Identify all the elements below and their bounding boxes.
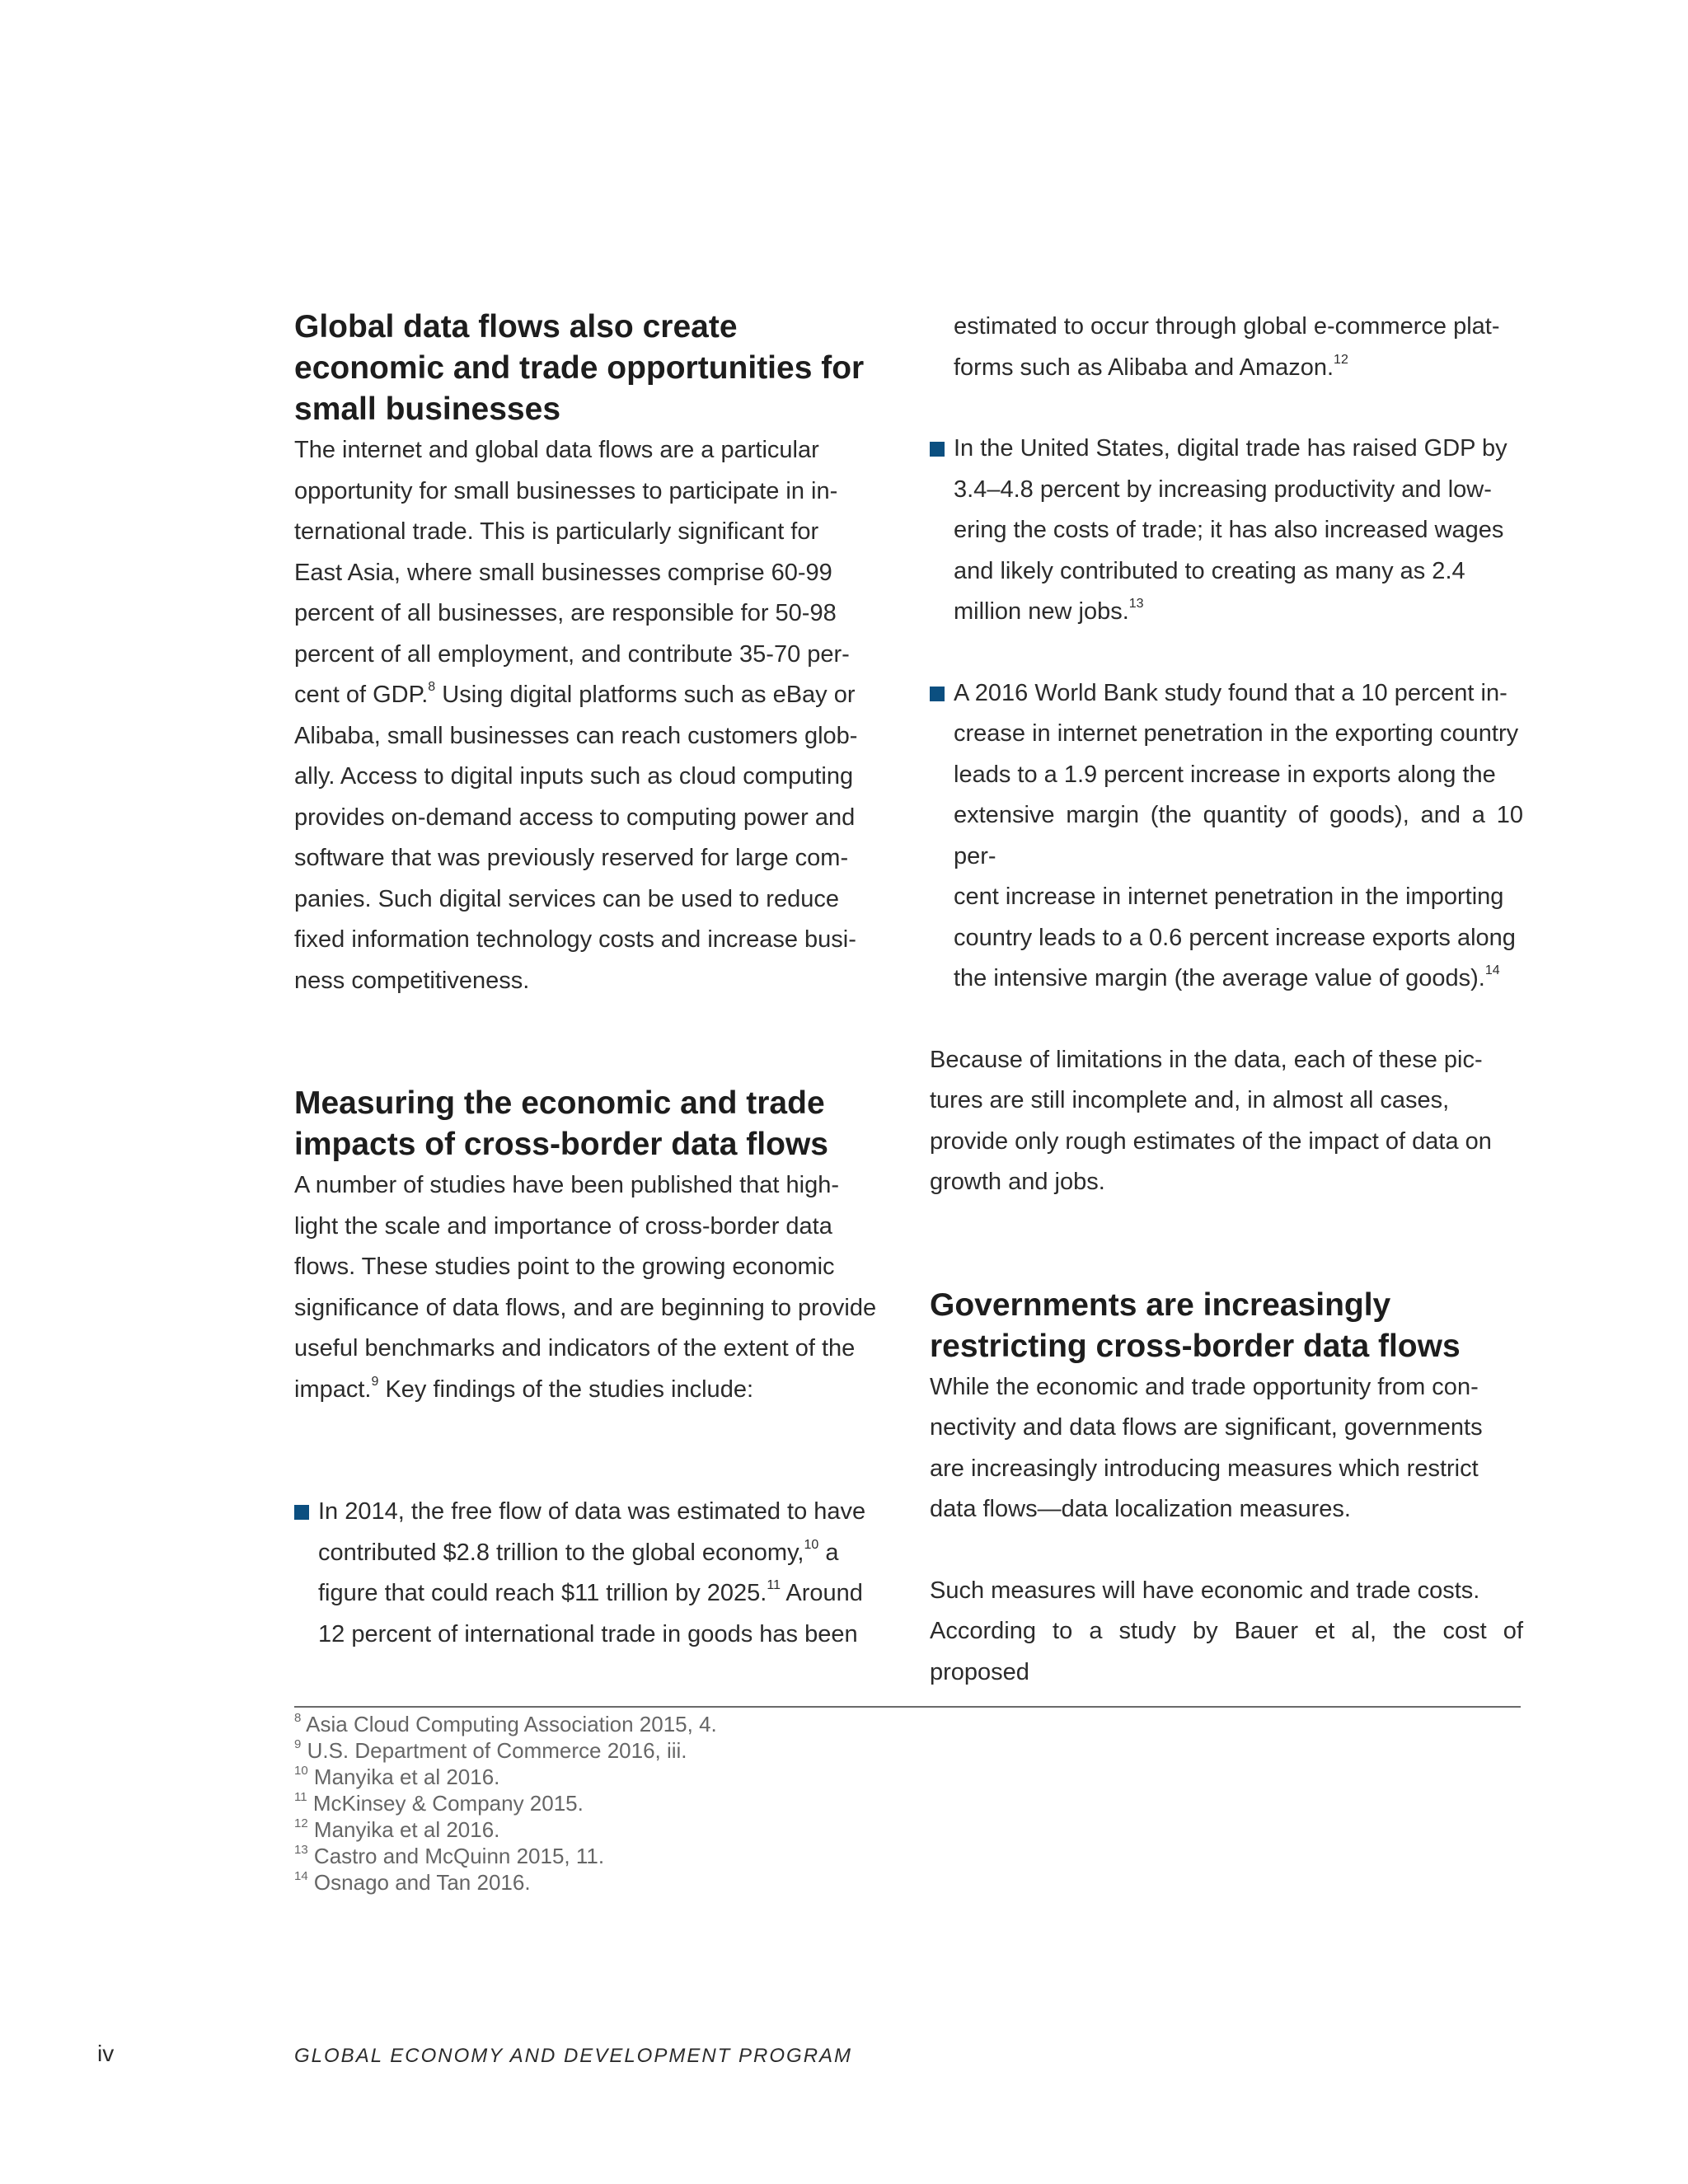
footnote-divider: [294, 1706, 1521, 1708]
paragraph-studies: A number of studies have been published that high- light the scale and importance of cross-border data flows. These studies point to the growing economic significance of data flows, and are beginning to provide useful benchmarks and indicators of the extent of the impact.$^9$ Key findings of the studies include:: [294, 1172, 877, 1403]
footnote: $^8$ Asia Cloud Computing Association 2015, 4.: [294, 1711, 717, 1736]
footnote-ref-8: 8: [428, 680, 436, 695]
paragraph-limitations: Because of limitations in the data, each of these pic- tures are still incomplete and, in almost all cases, provide only rough estimates of the impact of data on growth and jobs.: [930, 1046, 1492, 1195]
paragraph-localization: While the economic and trade opportunity from con- nectivity and data flows are significant, governments are increasingly introducing measures which restrict data flows—data localization measures.: [930, 1373, 1483, 1522]
footnote: $^9$ U.S. Department of Commerce 2016, iii.: [294, 1737, 687, 1763]
bullet-square-icon: [930, 687, 945, 701]
footnote: $^{10}$ Manyika et al 2016.: [294, 1764, 500, 1789]
footnote-ref-12: 12: [1334, 352, 1348, 367]
footnote-ref-10: 10: [804, 1537, 819, 1552]
footnote: $^{12}$ Manyika et al 2016.: [294, 1816, 500, 1842]
footnote-ref-11: 11: [767, 1578, 781, 1593]
footnote-ref-9: 9: [371, 1374, 379, 1389]
heading-small-business: Global data flows also create economic and trade opportunities for small businesses: [294, 309, 865, 427]
footnotes: [294, 1711, 1283, 1896]
heading-measuring-impacts: Measuring the economic and trade impacts of cross-border data flows: [294, 1085, 828, 1162]
page-number: iv: [97, 2041, 115, 2066]
bullet-square-icon: [930, 442, 945, 457]
bullet-free-flow-of-data: In 2014, the free flow of data was estimated to have contributed $2.8 trillion to the global economy,$^{10}$ a figure that could reach $11 trillion by 2025.11 Around 12 percent of international trade in goods has been: [294, 1492, 888, 1655]
left-column: [294, 307, 888, 1655]
running-footer-title: GLOBAL ECONOMY AND DEVELOPMENT PROGRAM: [294, 2045, 853, 2067]
footnote: $^{13}$ Castro and McQuinn 2015, 11.: [294, 1843, 605, 1868]
footnote: $^{11}$ McKinsey & Company 2015.: [294, 1790, 584, 1816]
bullet-square-icon: [294, 1505, 309, 1520]
paragraph-costs: Such measures will have economic and trade costs. According to a study by Bauer et al, the cost of proposed: [930, 1577, 1523, 1685]
bullet-world-bank-study: A 2016 World Bank study found that a 10 percent in- crease in internet penetration in the exporting country leads to a 1.9 percent increase in exports along the extensive margin (the quantity of goods), and a 10 per- cent increase in internet penetration in the importing country leads to a 0.6 percent increase exports along the intensive margin (the average value of goods).$^{14}$: [930, 673, 1523, 1000]
heading-governments-restricting: Governments are increasingly restricting cross-border data flows: [930, 1286, 1461, 1364]
paragraph-small-business: The internet and global data flows are a particular opportunity for small businesses to participate in in- ternational trade. This is particularly significant for East Asia, where small businesses comprise 60-99 percent of all businesses, are responsible for 50-98 percent of all employment, and contribute 35-70 per- cent of GDP.$^8$ Using digital platforms such as eBay or Alibaba, small businesses can reach customers glob- ally. Access to digital inputs such as cloud computing provides on-demand access to computing power and software that was previously reserved for large com- panies. Such digital services can be used to reduce fixed information technology costs and increase busi- ness competitiveness.: [294, 437, 858, 994]
right-column: [930, 307, 1523, 1693]
footnote-ref-13: 13: [1128, 597, 1144, 612]
footnote-ref-14: 14: [1484, 963, 1500, 978]
bullet-us-digital-trade: In the United States, digital trade has raised GDP by 3.4–4.8 percent by increasing productivity and low- ering the costs of trade; it has also increased wages and likely contributed to creating as many as 2.4 million new jobs.$^{13}$: [930, 429, 1523, 633]
bullet-free-flow-continued: estimated to occur through global e-commerce plat- forms such as Alibaba and Amazon.$^{12}$: [954, 313, 1500, 381]
footnote: $^{14}$ Osnago and Tan 2016.: [294, 1869, 531, 1895]
